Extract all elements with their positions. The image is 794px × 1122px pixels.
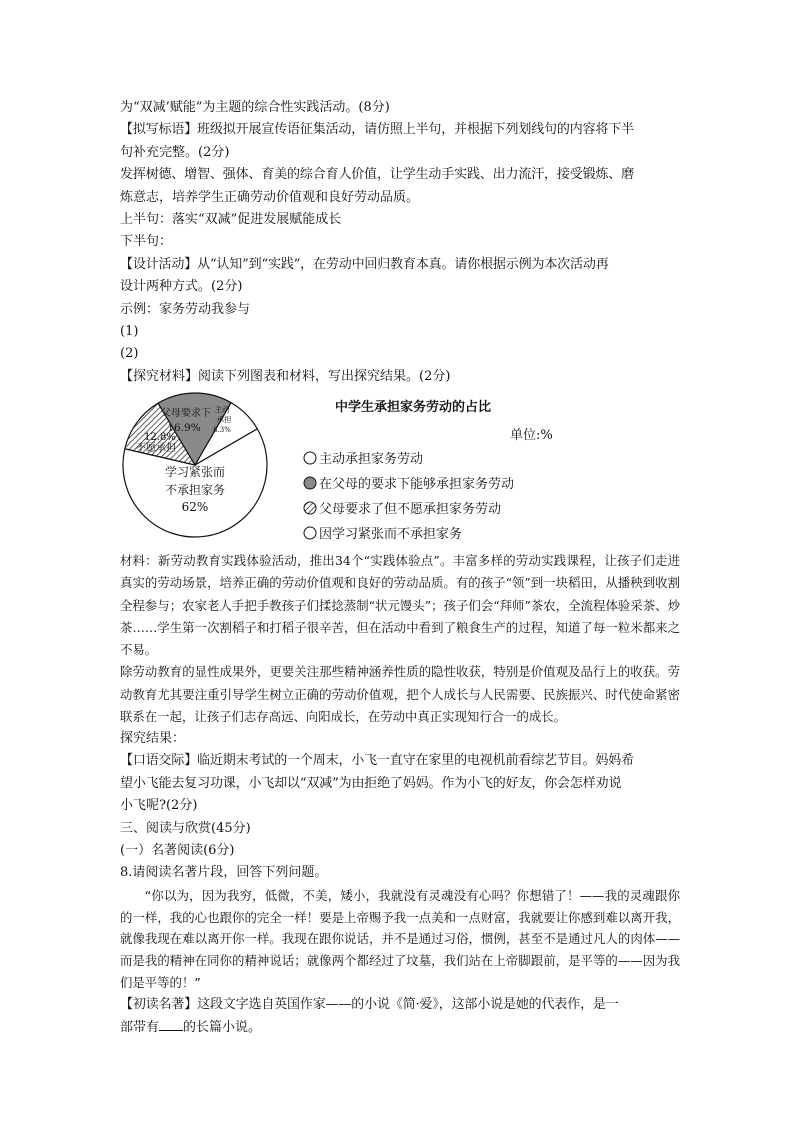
legend-label: 因学习紧张而不承担家务	[319, 527, 463, 543]
subsection-heading: (一）名著阅读(6分)	[120, 842, 235, 858]
pie-chart	[120, 390, 270, 540]
pie-label: 62%	[181, 500, 209, 515]
legend-label: 在父母的要求下能够承担家务劳动	[319, 477, 515, 493]
text-line: 发挥树德、增智、强体、育美的综合育人价值，让学生动手实践、出力流汗，接受锻炼、磨	[120, 167, 635, 183]
pie-label: 父母要求下	[161, 408, 211, 420]
legend-swatch-gray	[303, 476, 317, 490]
text-line: 小飞呢?(2分)	[120, 798, 198, 814]
pie-label: 不愿承担	[136, 443, 176, 455]
novel-excerpt: “你以为，因为我穷，低微，不美，矮小，我就没有灵魂没有心吗？你想错了！——我的灵魂跟你的一样，我的心也跟你的完全一样！要是上帝赐予我一点美和一点财富，我就要让你感到难以离开我，就像我现在难以离开你一样。我现在跟你说话，并不是通过习俗，惯例，甚至不是通过凡人的肉体——而是我的精神在同你的精神说话；就像两个都经过了坟墓，我们站在上帝脚跟前，是平等的——因为我们是平等的！”	[120, 887, 680, 990]
legend-item	[303, 470, 514, 495]
pie-label: 16.9%	[167, 422, 201, 435]
legend-swatch-hatch	[303, 501, 317, 515]
text-line: (1)	[120, 324, 139, 340]
legend-item	[303, 495, 514, 520]
text-line	[120, 1016, 680, 1039]
question-title: 8.请阅读名著片段，回答下列问题。	[120, 865, 328, 881]
legend-label: 主动承担家务劳动	[319, 452, 424, 468]
text-line: 炼意志，培养学生正确劳动价值观和良好劳动品质。	[120, 189, 420, 205]
chart-unit: 单位:%	[510, 428, 553, 444]
text-fragment: 部带有	[120, 1020, 160, 1036]
pie-label: 8.3%	[213, 426, 231, 435]
chart-legend	[303, 445, 514, 545]
legend-item	[303, 445, 514, 470]
text-line: 【设计活动】从“认知”到“实践”，在劳动中回归教育本真。请你根据示例为本次活动再	[120, 256, 609, 272]
chart-figure	[120, 388, 680, 550]
legend-swatch-white	[303, 526, 317, 540]
text-line: 设计两种方式。(2分)	[120, 279, 243, 295]
text-line: 【探究材料】阅读下列图表和材料，写出探究结果。(2分)	[120, 368, 451, 384]
text-line: 句补充完整。(2分)	[120, 144, 230, 160]
pie-label: 承担	[216, 415, 232, 425]
text-line: (2)	[120, 346, 139, 362]
text-line: 【拟写标语】班级拟开展宣传语征集活动，请仿照上半句，并根据下列划线句的内容将下半	[120, 122, 635, 138]
text-line: 上半句：落实“双减”促进发展赋能成长	[120, 212, 342, 228]
pie-label: 学习紧张而	[164, 465, 226, 480]
legend-item	[303, 520, 514, 545]
material-paragraph: 材料：新劳动教育实践体验活动，推出34个“实践体验点”。丰富多样的劳动实践课程，让孩子们走进真实的劳动场景，培养正确的劳动价值观和良好的劳动品质。有的孩子“领”到一块稻田，从播秧到收割全程参与；农家老人手把手教孩子们揉捻蒸制“状元馒头”；孩子们会“拜师”茶农，全流程体验采茶、炒茶……学生第一次割稻子和打稻子很辛苦，但在活动中看到了粮食生产的过程，知道了每一粒米都来之不易。	[120, 553, 680, 658]
chart-title: 中学生承担家务劳动的占比	[335, 400, 492, 416]
text-line: 下半句：	[120, 234, 173, 250]
legend-label: 父母要求了但不愿承担家务劳动	[319, 502, 502, 518]
pie-label: 主动	[214, 405, 230, 415]
page	[120, 97, 680, 1040]
text-line: 【初读名著】这段文字选自英国作家——的小说《简·爱》，这部小说是她的代表作，是一	[120, 996, 619, 1012]
pie-label: 不承担家务	[164, 483, 226, 498]
section-heading: 三、阅读与欣赏(45分)	[120, 820, 251, 836]
text-line: 为“双减’赋能”为主题的综合性实践活动。(8分)	[120, 100, 390, 115]
text-fragment: 的长篇小说。	[183, 1020, 262, 1036]
text-line: 探究结果：	[120, 730, 186, 746]
legend-swatch-white	[303, 451, 317, 465]
answer-blank[interactable]	[159, 1016, 183, 1031]
text-line: 示例：家务劳动我参与	[120, 301, 251, 317]
text-line: 望小飞能去复习功课，小飞却以“双减”为由拒绝了妈妈。作为小飞的好友，你会怎样劝说	[120, 775, 622, 791]
pie-label: 12.8%	[144, 432, 176, 444]
text-line: 【口语交际】临近期末考试的一个周末，小飞一直守在家里的电视机前看综艺节目。妈妈希	[120, 753, 635, 769]
material-paragraph: 除劳动教育的显性成果外，更要关注那些精神涵养性质的隐性收获，特别是价值观及品行上的收获。劳动教育尤其要注重引导学生树立正确的劳动价值观，把个人成长与人民需要、民族振兴、时代使命紧密联系在一起，让孩子们志存高远、向阳成长，在劳动中真正实现知行合一的成长。	[120, 664, 680, 724]
